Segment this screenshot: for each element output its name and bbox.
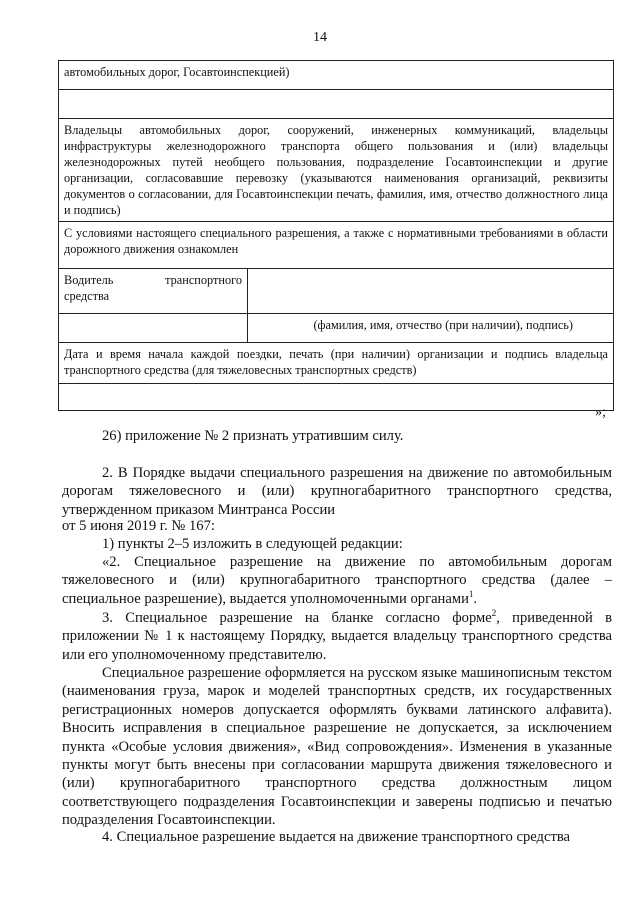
paragraph-4: 4. Специальное разрешение выдается на движение транспортного средства	[102, 829, 571, 845]
closing-quote: »;	[595, 405, 606, 420]
paragraph-3: 3. Специальное разрешение на бланке согласно форме$^2$, приведенной в приложении № 1 к настоящему Порядку, выдается владельцу транспортного средства или его уполномоченному представителю.	[62, 608, 612, 663]
table-cell-text: автомобильных дорог, Госавтоинспекцией)	[64, 65, 290, 79]
signature-caption: (фамилия, имя, отчество (при наличии), подпись)	[248, 314, 614, 343]
permit-form-table	[58, 60, 614, 411]
paragraph-2-date: от 5 июня 2019 г. № 167:	[62, 518, 215, 534]
table-row-approvals	[59, 119, 614, 222]
table-row	[59, 384, 614, 411]
table-row	[59, 90, 614, 119]
paragraph-quote-2: «2. Специальное разрешение на движение по автомобильным дорогам тяжеловесного и (или) крупногабаритного транспортного средства (далее – специальное разрешение), выдается уполномоченными органами$^1$.	[62, 554, 612, 607]
table-cell	[59, 314, 248, 343]
table-row-acknowledgement	[59, 222, 614, 269]
paragraph-26: 26) приложение № 2 признать утратившим силу.	[102, 428, 404, 444]
paragraph-2: 2. В Порядке выдачи специального разрешения на движение по автомобильным дорогам тяжеловесного и (или) крупногабаритного транспортного средства, утвержденном приказом Минтранса России	[62, 465, 612, 518]
table-row	[59, 61, 614, 90]
paragraph-language: Специальное разрешение оформляется на русском языке машинописным текстом (наименования груза, марок и моделей транспортных средств, их государственных регистрационных номеров допускается оформлять буквами латинского алфавита). Вносить исправления в специальное разрешение не допускается, за исключением пункта «Особые условия движения», «Вид сопровождения». Изменения в указанные пункты могут быть внесены при согласовании маршрута движения тяжеловесного и (или) крупногабаритного транспортного средства должностным лицом соответствующего подразделения Госавтоинспекции и заверены подписью и печатью подразделения Госавтоинспекции.	[62, 665, 612, 829]
table-row-trip-start	[59, 343, 614, 384]
footnote-ref-2: 2	[491, 608, 497, 619]
trip-start-text: Дата и время начала каждой поездки, печать (при наличии) организации и подпись владельца транспортного средства (для тяжеловесных транспортных средств)	[64, 347, 608, 377]
driver-signature-cell	[248, 269, 614, 314]
approvals-text: Владельцы автомобильных дорог, сооружений, инженерных коммуникаций, владельцы инфраструктуры железнодорожного транспорта общего пользования и (или) владельцы железнодорожных путей необщего пользования, подразделение Госавтоинспекции и другие организации, согласовавшие перевозку (указываются наименования организаций, реквизиты документов о согласовании, для Госавтоинспекции печать, фамилия, имя, отчество должностного лица и подпись)	[64, 123, 608, 217]
page-number: 14	[313, 30, 327, 45]
footnote-ref-1: 1	[468, 588, 474, 599]
driver-label-cell: Водитель транспортного средства	[59, 269, 248, 314]
paragraph-1: 1) пункты 2–5 изложить в следующей редакции:	[102, 536, 403, 552]
acknowledgement-text: С условиями настоящего специального разрешения, а также с нормативными требованиями в области дорожного движения ознакомлен	[64, 226, 608, 256]
